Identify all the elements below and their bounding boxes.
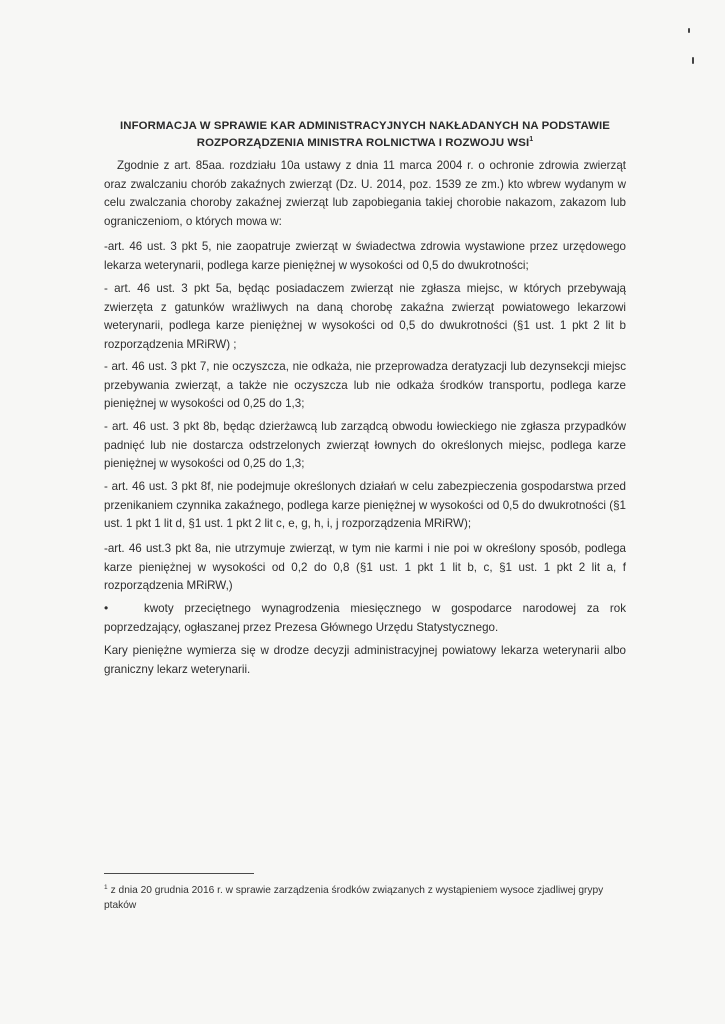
article-text: - art. 46 ust. 3 pkt 8b, będąc dzierżawcą lub zarządcą obwodu łowieckiego nie zgłasza przypadków padnięć lub nie dostarcza odstrzelonych zwierząt łownych do określonych miejsc, podlega karze pieniężnej w wysokości od 0,25 do 1,3; <box>104 420 626 471</box>
closing-text: Kary pieniężne wymierza się w drodze decyzji administracyjnej powiatowy lekarza weterynarii albo graniczny lekarz weterynarii. <box>104 644 626 676</box>
title-footnote-mark: 1 <box>529 136 534 144</box>
footnote-text: z dnia 20 grudnia 2016 r. w sprawie zarządzenia środków związanych z wystąpieniem wysoce zjadliwej grypy ptaków <box>104 885 604 911</box>
bullet-icon: • <box>104 601 109 615</box>
title-line-2 <box>100 135 630 152</box>
footnote <box>104 883 624 913</box>
footnote-mark: 1 <box>104 883 108 891</box>
footnote-divider <box>104 873 254 874</box>
article-paragraph <box>104 540 626 596</box>
article-text: - art. 46 ust. 3 pkt 7, nie oczyszcza, nie odkaża, nie przeprowadza deratyzacji lub dezynsekcji miejsc przebywania zwierząt, a także nie oczyszcza lub nie odkaża środków transportu, podlega karze pieniężnej w wysokości od 0,25 do 1,3; <box>104 360 626 411</box>
title-line-1: INFORMACJA W SPRAWIE KAR ADMINISTRACYJNYCH NAKŁADANYCH NA PODSTAWIE <box>120 120 610 132</box>
intro-paragraph <box>104 157 626 231</box>
article-text: -art. 46 ust. 3 pkt 5, nie zaopatruje zwierząt w świadectwa zdrowia wystawione przez urzędowego lekarza weterynarii, podlega karze pieniężnej w wysokości od 0,5 do dwukrotności; <box>104 240 626 272</box>
intro-text: Zgodnie z art. 85aa. rozdziału 10a ustawy z dnia 11 marca 2004 r. o ochronie zdrowia zwierząt oraz zwalczaniu chorób zakaźnych zwierząt (Dz. U. 2014, poz. 1539 ze zm.) kto wbrew wydanym w celu zwalczania choroby zakaźnej zwierząt lub zapobiegania takiej chorobie nakazom, zakazom lub ograniczeniom, o których mowa w: <box>104 159 626 228</box>
closing-paragraph <box>104 642 626 679</box>
article-paragraph <box>104 418 626 474</box>
scan-speck <box>688 28 690 33</box>
article-paragraph <box>104 280 626 354</box>
bullet-text: kwoty przeciętnego wynagrodzenia miesięcznego w gospodarce narodowej za rok poprzedzający, ogłaszanej przez Prezesa Głównego Urzędu Statystycznego. <box>104 602 626 634</box>
document-title <box>100 118 630 152</box>
title-line-2-text: ROZPORZĄDZENIA MINISTRA ROLNICTWA I ROZWOJU WSI <box>196 137 530 149</box>
article-text: - art. 46 ust. 3 pkt 5a, będąc posiadaczem zwierząt nie zgłasza miejsc, w których przebywają zwierzęta z gatunków wrażliwych na daną chorobę zakaźna zwierząt powiatowego lekarzowi weterynarii, podlega karze pieniężnej w wysokości od 0,5 do dwukrotności (§1 ust. 1 pkt 2 lit b rozporządzenia MRiRW) ; <box>104 282 626 351</box>
article-paragraph <box>104 238 626 275</box>
scan-speck <box>692 57 694 64</box>
article-paragraph <box>104 358 626 414</box>
article-paragraph <box>104 478 626 534</box>
article-text: - art. 46 ust. 3 pkt 8f, nie podejmuje określonych działań w celu zabezpieczenia gospodarstwa przed przenikaniem czynnika zakaźnego, podlega karze pieniężnej w wysokości od 0,5 do dwukrotności (§1 ust. 1 pkt 1 lit d, §1 ust. 1 pkt 2 lit c, e, g, h, i, j rozporządzenia MRiRW); <box>104 480 626 531</box>
bullet-item <box>104 599 626 637</box>
article-text: -art. 46 ust.3 pkt 8a, nie utrzymuje zwierząt, w tym nie karmi i nie poi w określony sposób, podlega karze pieniężnej w wysokości od 0,2 do 0,8 (§1 ust. 1 pkt 1 lit b, c, §1 ust. 1 pkt 2 lit a, f rozporządzenia MRiRW,) <box>104 542 626 593</box>
